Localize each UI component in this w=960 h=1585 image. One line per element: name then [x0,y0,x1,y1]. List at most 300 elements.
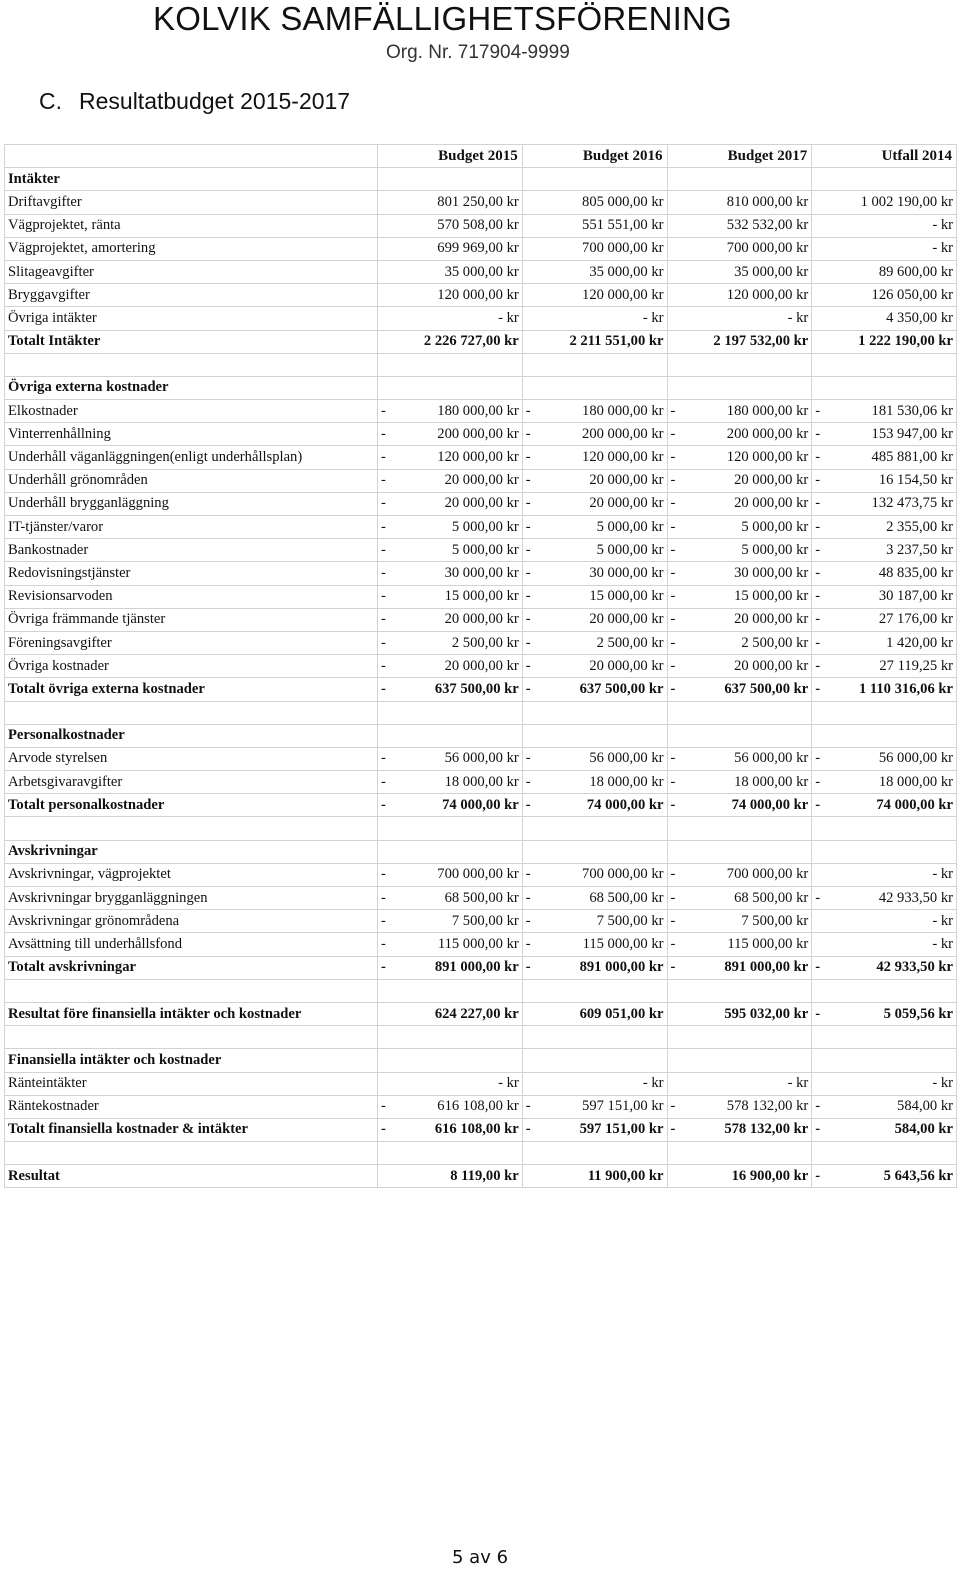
amount-cell [667,910,812,933]
amount-cell [378,284,523,307]
amount-value: 20 000,00 kr [444,611,519,628]
amount-cell [667,284,812,307]
amount-cell [667,747,812,770]
negative-sign: - [381,564,386,581]
amount-value: 115 000,00 kr [437,935,519,952]
amount-cell [522,1072,667,1095]
amount-value: 74 000,00 kr [731,796,809,813]
amount-value: 8 119,00 kr [450,1167,519,1184]
amount-value: 700 000,00 kr [582,866,664,883]
negative-sign: - [381,402,386,419]
amount-value: 5 059,56 kr [883,1005,953,1022]
amount-cell [378,1095,523,1118]
amount-cell [378,353,523,376]
amount-cell [812,956,957,979]
amount-cell [522,1002,667,1025]
amount-cell [667,469,812,492]
row-label: Personalkostnader [5,724,378,747]
amount-cell [812,376,957,399]
negative-sign: - [381,889,386,906]
amount-cell [522,353,667,376]
negative-sign: - [815,750,821,767]
amount-cell [378,446,523,469]
amount-cell [522,631,667,654]
amount-value: 3 237,50 kr [886,541,953,558]
amount-value: 35 000,00 kr [734,263,809,280]
amount-cell [667,933,812,956]
amount-cell [667,516,812,539]
amount-cell [667,1118,812,1141]
negative-sign: - [525,680,531,697]
amount-value: 68 500,00 kr [734,889,809,906]
amount-cell [667,1049,812,1072]
amount-cell [667,562,812,585]
amount-cell [522,423,667,446]
row-label: Arvode styrelsen [5,747,378,770]
amount-value: 18 000,00 kr [444,773,519,790]
amount-cell [812,1072,957,1095]
amount-value: 5 000,00 kr [596,518,664,535]
negative-sign: - [670,657,676,674]
row-label: Ränteintäkter [5,1072,378,1095]
amount-value: 120 000,00 kr [726,449,809,466]
negative-sign: - [381,472,386,489]
total-row [5,678,957,701]
spacer-row [5,979,957,1002]
amount-value: 56 000,00 kr [444,750,519,767]
negative-sign: - [525,472,531,489]
amount-cell [667,1026,812,1049]
amount-cell [522,446,667,469]
amount-cell [378,237,523,260]
negative-sign: - [381,866,386,883]
amount-value: 180 000,00 kr [582,402,664,419]
amount-cell [667,979,812,1002]
amount-cell [378,678,523,701]
amount-cell [667,191,812,214]
negative-sign: - [381,959,386,976]
negative-sign: - [670,425,676,442]
negative-sign: - [381,773,386,790]
amount-value: 891 000,00 kr [724,959,809,976]
amount-value: 7 500,00 kr [451,912,519,929]
amount-cell [522,516,667,539]
row-label: Avsättning till underhållsfond [5,933,378,956]
amount-cell [378,516,523,539]
row-label: Bankostnader [5,539,378,562]
negative-sign: - [815,518,821,535]
negative-sign: - [815,449,821,466]
amount-value: 551 551,00 kr [582,217,664,234]
amount-cell [812,446,957,469]
amount-value: 699 969,00 kr [437,240,519,257]
amount-value: 132 473,75 kr [871,495,953,512]
table-row [5,446,957,469]
amount-cell [378,191,523,214]
amount-value: - kr [932,912,953,929]
amount-cell [812,562,957,585]
negative-sign: - [525,518,531,535]
amount-value: 56 000,00 kr [878,750,953,767]
amount-cell [378,608,523,631]
amount-value: 48 835,00 kr [878,564,953,581]
amount-value: 180 000,00 kr [437,402,519,419]
amount-cell [812,655,957,678]
table-row [5,1072,957,1095]
amount-value: 891 000,00 kr [579,959,664,976]
amount-value: 120 000,00 kr [437,286,519,303]
amount-value: 1 002 190,00 kr [860,193,953,210]
total-row [5,330,957,353]
row-label [5,1142,378,1165]
negative-sign: - [381,611,386,628]
amount-cell [378,539,523,562]
row-label: Bryggavgifter [5,284,378,307]
amount-cell [378,562,523,585]
amount-cell [522,701,667,724]
amount-value: 616 108,00 kr [434,1121,519,1138]
amount-cell [667,771,812,794]
amount-value: - kr [498,1075,519,1092]
budget-table [4,144,957,1188]
amount-cell [378,307,523,330]
negative-sign: - [525,889,531,906]
amount-cell [522,747,667,770]
amount-value: - kr [932,217,953,234]
amount-cell [812,933,957,956]
amount-value: 11 900,00 kr [587,1167,664,1184]
negative-sign: - [670,796,676,813]
amount-value: 120 000,00 kr [582,449,664,466]
negative-sign: - [381,935,386,952]
table-header-row [5,145,957,168]
negative-sign: - [525,634,531,651]
amount-cell [378,887,523,910]
row-label: Redovisningstjänster [5,562,378,585]
negative-sign: - [525,773,531,790]
amount-cell [378,214,523,237]
negative-sign: - [525,796,531,813]
amount-cell [522,1026,667,1049]
section-header-row [5,840,957,863]
amount-value: 42 933,50 kr [876,959,953,976]
row-label [5,979,378,1002]
amount-cell [378,469,523,492]
amount-cell [667,863,812,886]
row-label: Avskrivningar grönområdena [5,910,378,933]
row-label: Övriga främmande tjänster [5,608,378,631]
amount-cell [812,678,957,701]
amount-value: 74 000,00 kr [586,796,664,813]
negative-sign: - [670,541,676,558]
amount-cell [667,376,812,399]
document-title-text: Resultatbudget 2015-2017 [79,88,351,114]
row-label: Övriga kostnader [5,655,378,678]
negative-sign: - [670,935,676,952]
negative-sign: - [525,1098,531,1115]
negative-sign: - [815,564,821,581]
amount-value: 18 000,00 kr [589,773,664,790]
negative-sign: - [381,750,386,767]
total-row [5,1118,957,1141]
amount-cell [378,400,523,423]
negative-sign: - [670,959,676,976]
amount-cell [522,608,667,631]
negative-sign: - [381,425,386,442]
amount-value: 27 119,25 kr [879,657,953,674]
table-row [5,469,957,492]
amount-cell [812,771,957,794]
section-header-row [5,724,957,747]
amount-cell [522,979,667,1002]
negative-sign: - [670,866,676,883]
amount-value: - kr [642,309,664,326]
amount-value: - kr [932,240,953,257]
negative-sign: - [381,518,386,535]
amount-cell [667,400,812,423]
amount-value: 597 151,00 kr [582,1098,664,1115]
section-header-row [5,168,957,191]
negative-sign: - [381,657,386,674]
amount-cell [812,887,957,910]
amount-cell [378,492,523,515]
amount-value: 115 000,00 kr [727,935,809,952]
page-number: 5 av 6 [451,1547,509,1568]
amount-value: 120 000,00 kr [437,449,519,466]
amount-value: 5 000,00 kr [596,541,664,558]
amount-value: 700 000,00 kr [726,866,809,883]
amount-cell [812,979,957,1002]
amount-cell [522,1095,667,1118]
amount-value: 624 227,00 kr [434,1005,519,1022]
table-row [5,863,957,886]
amount-cell [378,168,523,191]
row-label: Vägprojektet, amortering [5,237,378,260]
row-label: Vinterrenhållning [5,423,378,446]
amount-cell [667,492,812,515]
negative-sign: - [381,1121,386,1138]
section-letter: C. [39,88,62,114]
amount-cell [378,423,523,446]
amount-value: 584,00 kr [897,1098,953,1115]
total-row [5,1165,957,1188]
negative-sign: - [381,912,386,929]
negative-sign: - [381,634,386,651]
amount-value: 181 530,06 kr [871,402,953,419]
amount-cell [667,585,812,608]
amount-cell [667,724,812,747]
amount-value: 801 250,00 kr [437,193,519,210]
amount-cell [378,794,523,817]
amount-cell [522,771,667,794]
negative-sign: - [815,1121,821,1138]
amount-cell [522,492,667,515]
negative-sign: - [670,773,676,790]
amount-cell [522,307,667,330]
amount-cell [378,817,523,840]
negative-sign: - [525,588,531,605]
amount-value: 74 000,00 kr [442,796,519,813]
amount-cell [812,910,957,933]
amount-cell [378,956,523,979]
row-label: Avskrivningar [5,840,378,863]
amount-cell [522,539,667,562]
negative-sign: - [381,541,386,558]
amount-value: 2 355,00 kr [886,518,953,535]
amount-value: 35 000,00 kr [589,263,664,280]
negative-sign: - [381,796,386,813]
amount-cell [812,191,957,214]
amount-value: 7 500,00 kr [596,912,664,929]
amount-cell [378,910,523,933]
amount-cell [667,446,812,469]
negative-sign: - [815,680,821,697]
negative-sign: - [525,541,531,558]
amount-value: 20 000,00 kr [589,495,664,512]
amount-value: 20 000,00 kr [589,472,664,489]
amount-cell [378,631,523,654]
amount-cell [812,724,957,747]
amount-cell [522,400,667,423]
spacer-row [5,817,957,840]
column-header: Utfall 2014 [812,145,957,168]
table-row [5,933,957,956]
amount-cell [522,1118,667,1141]
amount-value: 200 000,00 kr [437,425,519,442]
table-row [5,237,957,260]
amount-value: 1 110 316,06 kr [858,680,953,697]
amount-value: 20 000,00 kr [444,657,519,674]
row-label: Underhåll brygganläggning [5,492,378,515]
amount-cell [812,307,957,330]
negative-sign: - [815,657,821,674]
amount-value: 810 000,00 kr [726,193,809,210]
negative-sign: - [525,750,531,767]
amount-value: 805 000,00 kr [582,193,664,210]
negative-sign: - [815,1098,821,1115]
amount-value: 30 000,00 kr [734,564,809,581]
amount-cell [667,214,812,237]
row-label [5,1026,378,1049]
amount-cell [812,863,957,886]
table-row [5,214,957,237]
amount-cell [522,1049,667,1072]
amount-cell [522,191,667,214]
section-header-row [5,1049,957,1072]
amount-cell [812,840,957,863]
amount-cell [378,701,523,724]
row-label: Resultat före finansiella intäkter och kostnader [5,1002,378,1025]
amount-cell [378,840,523,863]
amount-value: - kr [787,309,809,326]
negative-sign: - [525,866,531,883]
row-label: Räntekostnader [5,1095,378,1118]
amount-cell [378,1002,523,1025]
amount-cell [812,794,957,817]
amount-value: 2 500,00 kr [741,634,809,651]
row-label: Revisionsarvoden [5,585,378,608]
amount-cell [812,747,957,770]
amount-cell [378,1049,523,1072]
negative-sign: - [815,959,821,976]
amount-cell [378,655,523,678]
row-label [5,353,378,376]
amount-value: 570 508,00 kr [437,217,519,234]
table-row [5,492,957,515]
table-row [5,608,957,631]
amount-cell [812,214,957,237]
table-row [5,747,957,770]
negative-sign: - [670,1098,676,1115]
amount-value: 20 000,00 kr [589,611,664,628]
amount-value: 595 032,00 kr [724,1005,809,1022]
amount-cell [522,655,667,678]
table-row [5,260,957,283]
negative-sign: - [525,611,531,628]
amount-cell [812,237,957,260]
negative-sign: - [525,425,531,442]
spacer-row [5,1142,957,1165]
amount-cell [378,376,523,399]
row-label: Föreningsavgifter [5,631,378,654]
amount-cell [812,423,957,446]
amount-cell [378,724,523,747]
column-header: Budget 2015 [378,145,523,168]
negative-sign: - [815,634,821,651]
amount-cell [667,168,812,191]
amount-value: 35 000,00 kr [444,263,519,280]
amount-value: 18 000,00 kr [734,773,809,790]
amount-cell [522,887,667,910]
row-label: Intäkter [5,168,378,191]
negative-sign: - [815,402,821,419]
table-row [5,191,957,214]
negative-sign: - [670,634,676,651]
amount-cell [667,608,812,631]
row-label: Totalt avskrivningar [5,956,378,979]
row-label: Slitageavgifter [5,260,378,283]
amount-cell [812,1118,957,1141]
row-label: Avskrivningar, vägprojektet [5,863,378,886]
amount-cell [812,260,957,283]
amount-cell [522,237,667,260]
negative-sign: - [815,796,821,813]
amount-cell [667,1095,812,1118]
amount-value: 2 211 551,00 kr [569,333,664,350]
amount-cell [812,701,957,724]
amount-cell [522,794,667,817]
spacer-row [5,701,957,724]
amount-cell [812,631,957,654]
amount-value: - kr [642,1075,664,1092]
amount-cell [812,469,957,492]
amount-cell [812,817,957,840]
negative-sign: - [670,611,676,628]
amount-cell [522,863,667,886]
amount-value: 2 500,00 kr [451,634,519,651]
amount-value: 5 643,56 kr [883,1167,953,1184]
amount-cell [667,956,812,979]
amount-cell [378,260,523,283]
negative-sign: - [670,472,676,489]
amount-value: - kr [932,1075,953,1092]
amount-value: 18 000,00 kr [878,773,953,790]
amount-cell [812,1049,957,1072]
amount-cell [667,887,812,910]
header-label-cell [5,145,378,168]
amount-cell [812,1142,957,1165]
amount-cell [667,840,812,863]
